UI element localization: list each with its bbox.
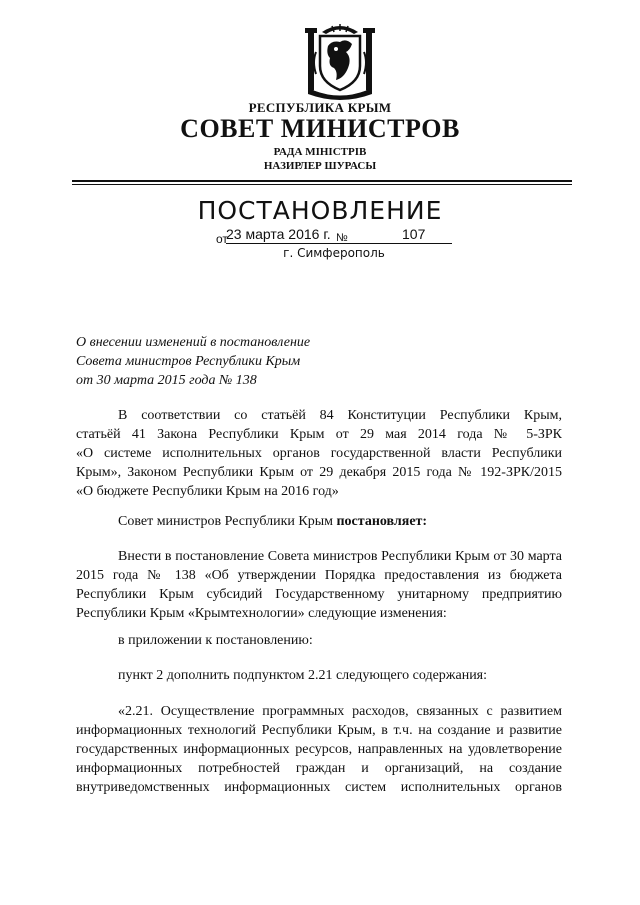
date-underline <box>226 243 452 244</box>
amendment-paragraph <box>76 547 562 623</box>
text-line: внутриведомственных информационных систем исполнительных органов <box>76 780 562 795</box>
text-line: в приложении к постановлению: <box>118 633 313 648</box>
council-name-crimean-tatar: НАЗИРЛЕР ШУРАСЫ <box>263 160 377 172</box>
decree-number: 107 <box>402 226 426 242</box>
document-title: ПОСТАНОВЛЕНИЕ <box>197 196 443 225</box>
subclause-paragraph <box>76 702 562 797</box>
text-line: «О системе исполнительных органов государственной власти Республики <box>76 446 562 461</box>
text-line: Республики Крым субсидий Государственному унитарному предприятию <box>76 587 562 602</box>
republic-name: РЕСПУБЛИКА КРЫМ <box>248 100 392 115</box>
decree-date-line <box>216 226 452 246</box>
decree-subject <box>76 333 436 390</box>
text-line: информационных потребностей граждан и организаций, на создание <box>76 761 562 776</box>
text-line: пункт 2 дополнить подпунктом 2.21 следующего содержания: <box>118 668 488 683</box>
council-name: СОВЕТ МИНИСТРОВ <box>180 114 460 143</box>
text-line: 2015 года № 138 «Об утверждении Порядка предоставления из бюджета <box>76 568 562 583</box>
text-line: статьёй 41 Закона Республики Крым от 29 мая 2014 года № 5-ЗРК <box>76 427 562 442</box>
text-line: Крым», Законом Республики Крым от 29 декабря 2015 года № 192-ЗРК/2015 <box>76 465 562 480</box>
council-name-ukrainian: РАДА МІНІСТРІВ <box>273 146 367 158</box>
subject-line: О внесении изменений в постановление <box>76 335 311 350</box>
city-name: г. Симферополь <box>283 246 385 260</box>
resolution-paragraph <box>76 512 562 531</box>
annex-paragraph <box>76 631 562 650</box>
subject-line: от 30 марта 2015 года № 138 <box>76 373 257 388</box>
decree-date: 23 марта 2016 г. <box>226 226 331 242</box>
text-line: Республики Крым «Крымтехнологии» следующие изменения: <box>76 606 447 621</box>
text-line: «О бюджете Республики Крым на 2016 год» <box>76 484 339 499</box>
text-line: государственных информационных ресурсов, направленных на удовлетворение <box>76 742 562 757</box>
from-label: от <box>216 232 228 246</box>
text-line: В соответствии со статьёй 84 Конституции Республики Крым, <box>118 408 562 423</box>
clause-paragraph <box>76 666 562 685</box>
resolves-keyword: постановляет: <box>336 514 428 529</box>
preamble-paragraph <box>76 406 562 501</box>
text-line: Внести в постановление Совета министров Республики Крым от 30 марта <box>118 549 562 564</box>
number-sign: № <box>336 232 348 244</box>
header-divider <box>72 180 572 185</box>
text-line: Совет министров Республики Крым постановляет: <box>118 514 428 529</box>
subject-line: Совета министров Республики Крым <box>76 354 301 369</box>
crimea-coat-of-arms-icon <box>302 22 378 100</box>
text-line: «2.21. Осуществление программных расходов, связанных с развитием <box>118 704 562 719</box>
text-line: информационных технологий Республики Крым, в т.ч. на создание и развитие <box>76 723 562 738</box>
